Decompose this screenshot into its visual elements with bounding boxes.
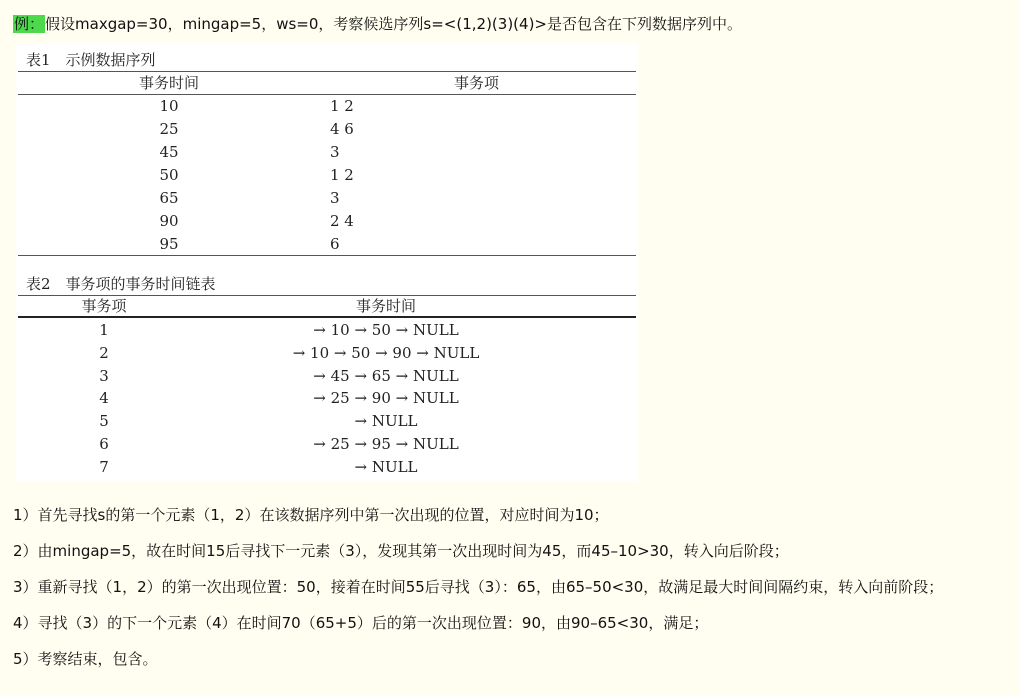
table-row: 3 [99, 367, 109, 385]
table2-header-items: 事务项 [81, 297, 127, 315]
table-row: → 25 → 95 → NULL [313, 435, 459, 453]
table-row: 65 [159, 189, 179, 207]
table-row: 2 4 [330, 212, 354, 230]
table-row: 90 [159, 212, 179, 230]
table-row: 1 2 [330, 97, 354, 115]
table1-header-rule [18, 94, 636, 95]
step-4: 4）寻找（3）的下一个元素（4）在时间70（65+5）后的第一次出现位置：90，由90–65<30，满足； [13, 614, 709, 632]
table1-header-items: 事务项 [454, 74, 500, 92]
table-row: 6 [330, 235, 340, 253]
table-row: 45 [159, 143, 179, 161]
table2-header-time: 事务时间 [355, 297, 416, 315]
table-row: 4 [99, 389, 109, 407]
table-row: 95 [159, 235, 179, 253]
table-row: → 10 → 50 → 90 → NULL [292, 344, 480, 362]
step-1: 1）首先寻找s的第一个元素（1，2）在该数据序列中第一次出现的位置，对应时间为10； [13, 506, 609, 524]
table-row: 25 [159, 120, 179, 138]
table1-caption: 表1 示例数据序列 [26, 51, 156, 69]
table1-top-rule [18, 71, 636, 72]
step-5: 5）考察结束，包含。 [13, 650, 158, 668]
table-row: 50 [159, 166, 179, 184]
step-3: 3）重新寻找（1，2）的第一次出现位置：50，接着在时间55后寻找（3）：65，由65–50<30，故满足最大时间间隔约束，转入向前阶段； [13, 578, 944, 596]
table2-header-rule [18, 316, 636, 318]
step-2: 2）由mingap=5，故在时间15后寻找下一元素（3），发现其第一次出现时间为45，而45–10>30，转入向后阶段； [13, 542, 789, 560]
table-row: → 10 → 50 → NULL [313, 321, 459, 339]
table2-caption: 表2 事务项的事务时间链表 [26, 275, 216, 293]
table-row: 3 [330, 143, 340, 161]
table-row: 2 [99, 344, 109, 362]
table1-header-time: 事务时间 [138, 74, 199, 92]
table-row: → 25 → 90 → NULL [313, 389, 459, 407]
intro-line [13, 14, 742, 34]
intro-text: 假设maxgap=30，mingap=5，ws=0，考察候选序列s=<(1,2)(3)(4)>是否包含在下列数据序列中。 [45, 15, 742, 33]
table-row: 10 [159, 97, 179, 115]
table-row: 6 [99, 435, 109, 453]
table-row: → 45 → 65 → NULL [313, 367, 459, 385]
table-row: 3 [330, 189, 340, 207]
table1-bottom-rule [18, 255, 636, 256]
table-row: 4 6 [330, 120, 354, 138]
table-row: 5 [99, 412, 109, 430]
table-row: 7 [99, 458, 109, 476]
example-label: 例： [14, 15, 45, 33]
table-row: 1 [99, 321, 109, 339]
table-row: → NULL [354, 458, 418, 476]
table-row: 1 2 [330, 166, 354, 184]
table-row: → NULL [354, 412, 418, 430]
tables-figure [16, 44, 638, 482]
